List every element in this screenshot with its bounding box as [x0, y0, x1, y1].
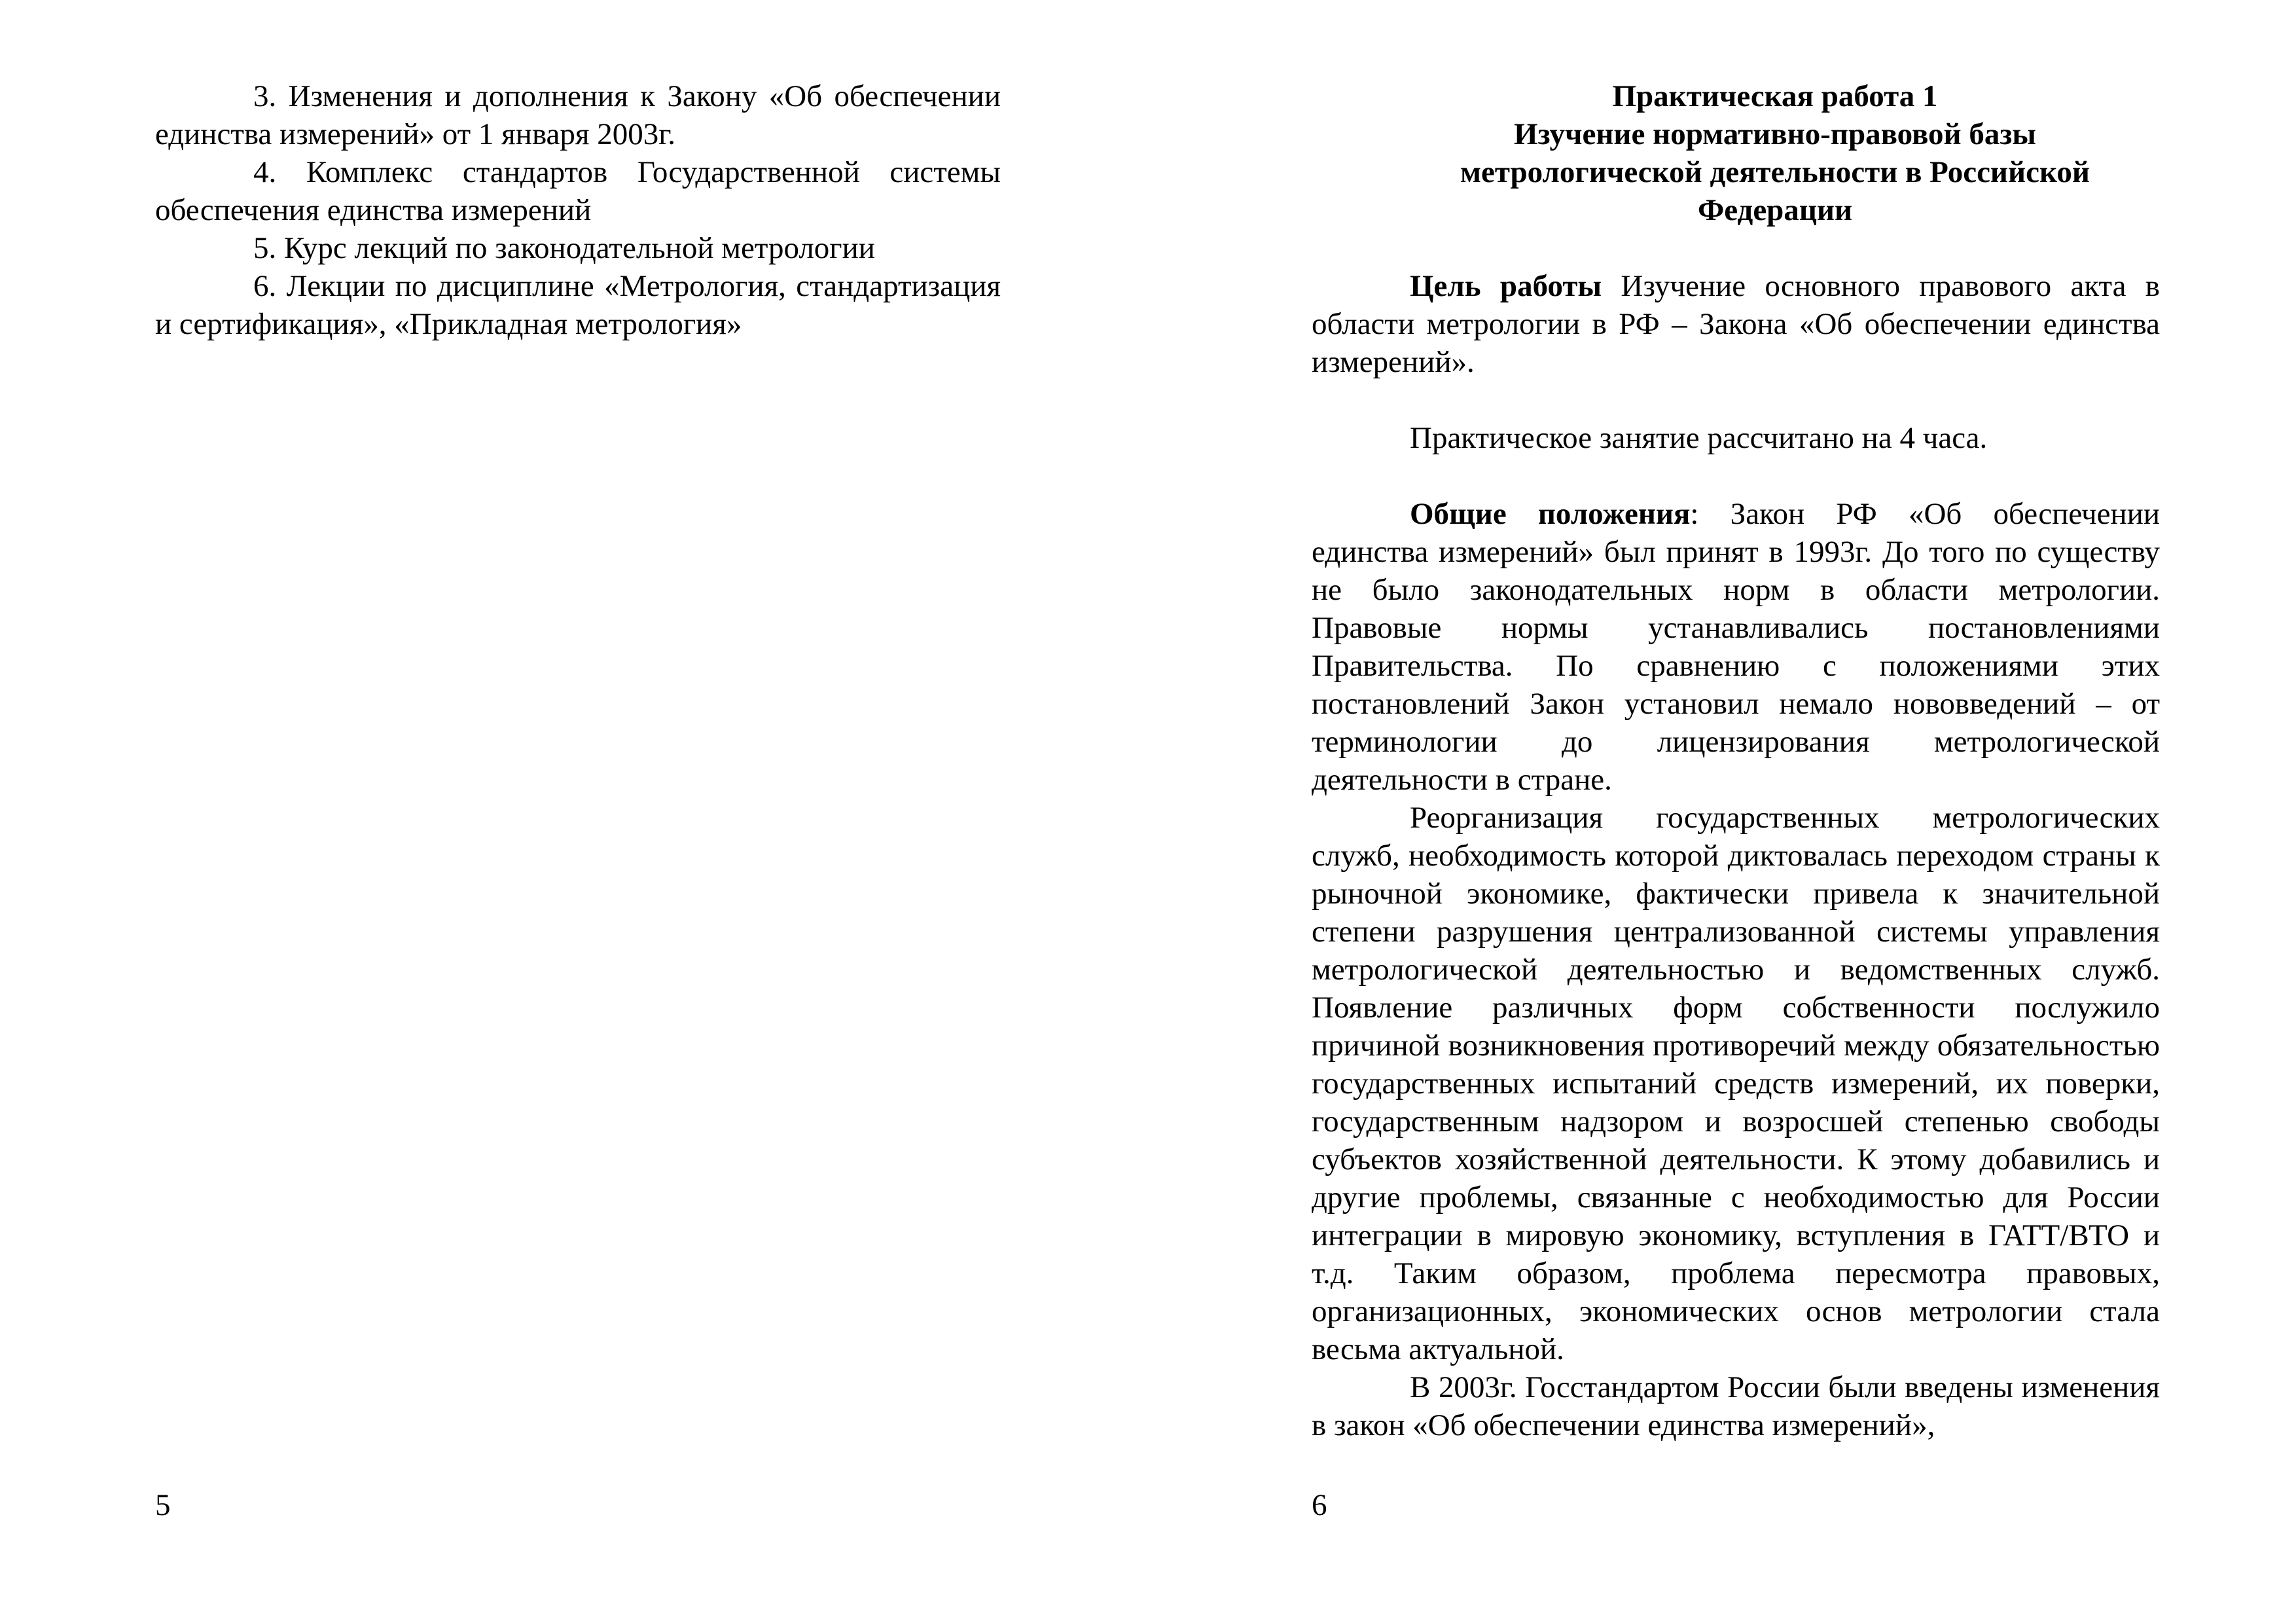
spacer	[1312, 381, 2160, 419]
general-paragraph	[1312, 495, 2160, 799]
spacer	[1312, 457, 2160, 495]
page-title	[1376, 77, 2096, 229]
general-text: : Закон РФ «Об обеспечении единства измерений» был принят в 1993г. До того по существу не было законодательных норм в области метрологии. Правовые нормы устанавливались постановлениями Правительства. По сравнению с положениями этих постановлений Закон установил немало нововведений – от терминологии до лицензирования метрологической деятельности в стране.	[1312, 497, 2160, 797]
list-item: 5. Курс лекций по законодательной метрологии	[253, 231, 875, 265]
reorganization-paragraph: Реорганизация государственных метрологических служб, необходимость которой диктовалась переходом страны к рыночной экономике, фактически привела к значительной степени разрушения централизованной системы управления метрологической деятельностью и ведомственных служб. Появление различных форм собственности послужило причиной возникновения противоречий между обязательностью государственных испытаний средств измерений, их поверки, государственным надзором и возросшей степенью свободы субъектов хозяйственной деятельности. К этому добавились и другие проблемы, связанные с необходимостью для России интеграции в мировую экономику, вступления в ГАТТ/ВТО и т.д. Таким образом, проблема пересмотра правовых, организационных, экономических основ метрологии стала весьма актуальной.	[1312, 801, 2160, 1366]
duration-paragraph: Практическое занятие рассчитано на 4 часа.	[1410, 421, 1988, 455]
reference-list	[155, 77, 1001, 343]
goal-label: Цель работы	[1410, 269, 1602, 303]
title-line-1: Практическая работа 1	[1612, 79, 1938, 113]
page-number: 5	[155, 1488, 171, 1522]
list-item: 3. Изменения и дополнения к Закону «Об обеспечении единства измерений» от 1 января 2003г.	[155, 79, 1001, 151]
general-label: Общие положения	[1410, 497, 1691, 531]
practical-work-content	[1312, 77, 2160, 1444]
goal-paragraph	[1312, 267, 2160, 381]
list-item: 4. Комплекс стандартов Государственной системы обеспечения единства измерений	[155, 155, 1001, 227]
title-line-2: Изучение нормативно-правовой базы метрологической деятельности в Российской Федерации	[1460, 117, 2090, 227]
goal-text: Изучение основного правового акта в области метрологии в РФ – Закона «Об обеспечении единства измерений».	[1312, 269, 2160, 379]
right-page	[1148, 0, 2296, 1623]
list-item: 6. Лекции по дисциплине «Метрология, стандартизация и сертификация», «Прикладная метрология»	[155, 269, 1001, 341]
changes-paragraph: В 2003г. Госстандартом России были введены изменения в закон «Об обеспечении единства измерений»,	[1312, 1370, 2160, 1442]
page-number: 6	[1312, 1488, 1327, 1522]
spacer	[1312, 229, 2160, 267]
